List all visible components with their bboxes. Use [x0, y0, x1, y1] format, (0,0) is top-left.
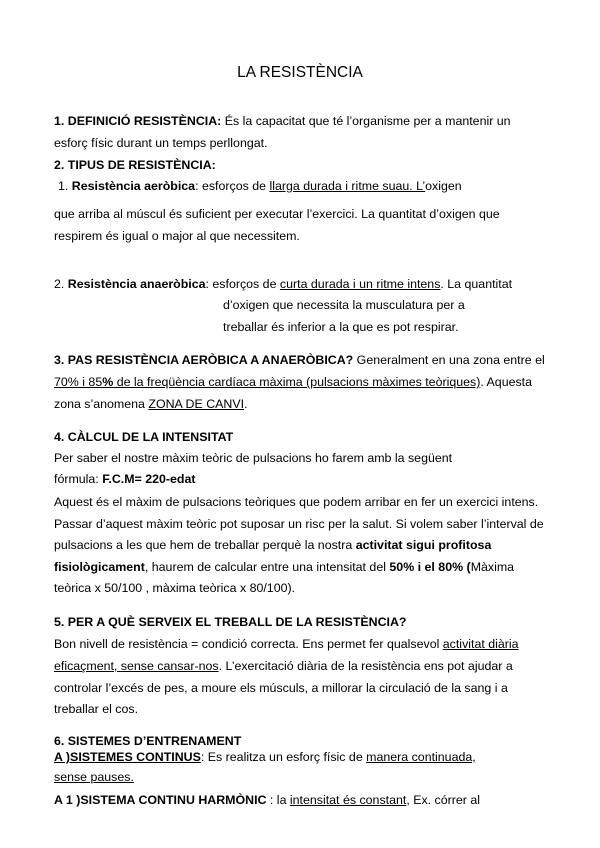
- percent-sign: %: [102, 375, 114, 389]
- continuous-systems-label: A )SISTEMES CONTINUS: [54, 750, 201, 764]
- section-5-line-3: controlar l’excés de pes, a moure els músculs, a millorar la circulació de la sang i a: [54, 681, 508, 695]
- section-3-heading: 3. PAS RESISTÈNCIA AERÒBICA A ANAERÒBICA?: [54, 353, 354, 367]
- section-3-intro: Generalment en una zona entre el: [353, 353, 545, 367]
- aerobic-line-1: [58, 178, 462, 194]
- section-4-heading: 4. CÀLCUL DE LA INTENSITAT: [54, 430, 234, 444]
- section-5-line-2: [54, 658, 513, 674]
- section-5-line-1: [54, 636, 519, 652]
- heart-rate-range: 70% i 85: [54, 375, 103, 389]
- section-4-line-1: Per saber el nostre màxim teòric de pulsacions ho farem amb la següent: [54, 451, 453, 465]
- no-pauses: sense pauses.: [54, 770, 134, 784]
- continuous-manner: manera continuada,: [366, 750, 476, 764]
- harmonic-text: : la: [266, 793, 290, 807]
- section-5-text: Bon nivell de resistència = condició correcta. Ens permet fer qualsevol: [54, 637, 443, 651]
- aerobic-underlined: llarga durada i ritme suau. L’: [269, 179, 426, 193]
- section-3-line-2: [54, 374, 532, 390]
- section-4-para-2: Passar d’aquest màxim teòric pot suposar un risc per la salut. Si volem saber l’interval de: [54, 517, 544, 531]
- section-3-tail: . Aquesta: [480, 375, 533, 389]
- daily-activity: activitat diària: [442, 637, 519, 651]
- section-6-heading: 6. SISTEMES D’ENTRENAMENT: [54, 734, 242, 748]
- zona-de-canvi: ZONA DE CANVI: [148, 397, 245, 411]
- section-5-line-4: treballar el cos.: [54, 702, 139, 716]
- zone-tail: .: [244, 397, 248, 411]
- section-4-para-5: teòrica x 50/100 , màxima teòrica x 80/100).: [54, 581, 296, 595]
- heart-rate-text: de la freqüència cardíaca màxima (pulsacions màximes teòriques): [113, 375, 481, 389]
- para-4-tail: Màxima: [470, 560, 515, 574]
- section-4-para-1: Aquest és el màxim de pulsacions teòriques que podem arribar en fer un exercici intens.: [54, 495, 539, 509]
- aerobic-text: : esforços de: [195, 179, 270, 193]
- section-3-line-3: [54, 396, 248, 412]
- formula-line: [54, 471, 196, 487]
- anaerobic-label: Resistència anaeròbica: [67, 277, 206, 291]
- formula: F.C.M= 220-edat: [102, 472, 196, 486]
- harmonic-system-label: A 1 )SISTEMA CONTINU HARMÒNIC: [54, 793, 267, 807]
- aerobic-number: 1.: [58, 179, 72, 193]
- constant-intensity: intensitat és constant: [289, 793, 407, 807]
- aerobic-line-3: respirem és igual o major al que necessitem.: [54, 229, 300, 243]
- anaerobic-text: : esforços de: [205, 277, 280, 291]
- definition-line-2: esforç físic durant un temps perllongat.: [54, 136, 268, 150]
- anaerobic-line-2: d’oxigen que necessita la musculatura per a: [223, 298, 465, 312]
- harmonic-system-line: [54, 792, 480, 808]
- para-3-text: pulsacions a les que hem de treballar perquè la nostra: [54, 538, 356, 552]
- para-4-text: , haurem de calcular entre una intensitat del: [144, 560, 390, 574]
- anaerobic-line-3: treballar és inferior a la que es pot respirar.: [223, 320, 459, 334]
- aerobic-label: Resistència aeròbica: [71, 179, 196, 193]
- section-4-para-4: [54, 559, 514, 575]
- harmonic-tail: , Ex. córrer al: [406, 793, 480, 807]
- continuous-systems-line: [54, 749, 476, 765]
- continuous-text: : Es realitza un esforç físic de: [200, 750, 367, 764]
- anaerobic-underlined: curta durada i un ritme intens: [279, 277, 441, 291]
- anaerobic-tail: . La quantitat: [440, 277, 513, 291]
- section-5-rest: . L’exercitació diària de la resistència ens pot ajudar a: [218, 659, 513, 673]
- intensity-range: 50% i el 80% (: [389, 560, 471, 574]
- page-title: LA RESISTÈNCIA: [237, 64, 363, 81]
- definition-text: És la capacitat que té l’organisme per a mantenir un: [221, 114, 511, 128]
- anaerobic-line-1: [54, 276, 512, 292]
- section-3-line-1: [54, 352, 545, 368]
- efficiently: eficaçment, sense cansar-nos: [54, 659, 219, 673]
- para-4-bold: fisiològicament: [54, 560, 145, 574]
- aerobic-line-2: que arriba al múscul és suficient per executar l’exercici. La quantitat d’oxigen que: [54, 207, 500, 221]
- formula-label: fórmula:: [54, 472, 103, 486]
- section-5-heading: 5. PER A QUÈ SERVEIX EL TREBALL DE LA RESISTÈNCIA?: [54, 615, 407, 629]
- zone-intro: zona s’anomena: [54, 397, 149, 411]
- aerobic-tail: oxigen: [425, 179, 462, 193]
- section-1-heading: 1. DEFINICIÓ RESISTÈNCIA:: [54, 114, 222, 128]
- anaerobic-number: 2.: [54, 277, 68, 291]
- section-2-heading: 2. TIPUS DE RESISTÈNCIA:: [54, 158, 216, 172]
- definition-line-1: [54, 113, 511, 129]
- para-3-bold: activitat sigui profitosa: [355, 538, 492, 552]
- section-4-para-3: [54, 537, 491, 553]
